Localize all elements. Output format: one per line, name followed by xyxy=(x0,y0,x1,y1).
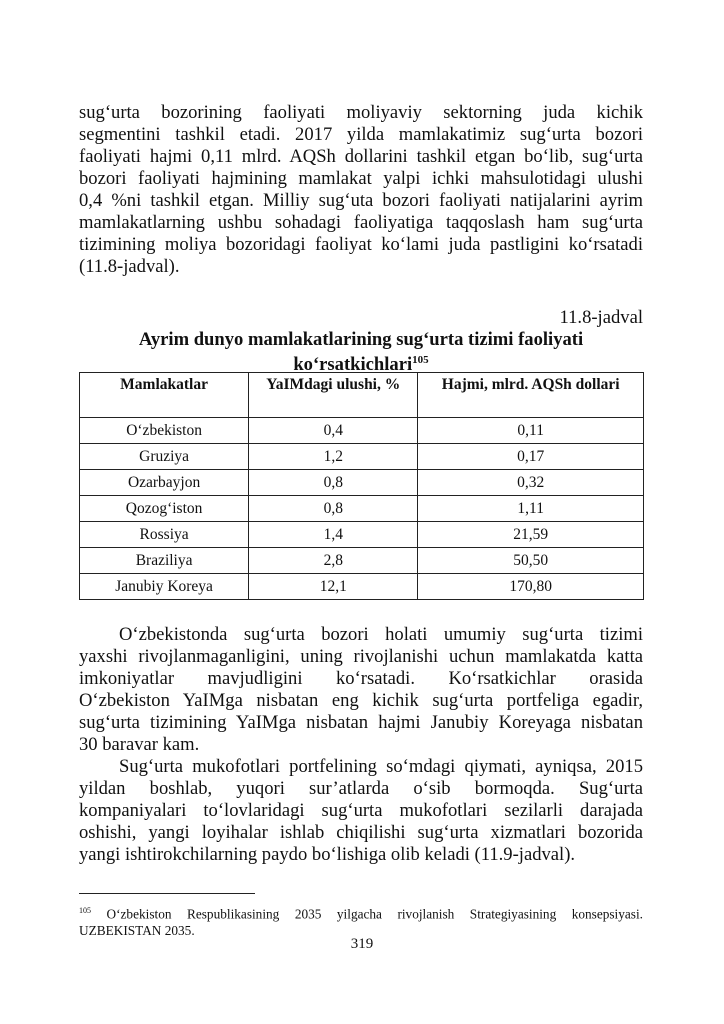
footnote-divider xyxy=(79,893,255,894)
gdp-share-cell: 1,4 xyxy=(249,522,418,548)
country-cell: Gruziya xyxy=(80,444,249,470)
table-caption: 11.8-jadval xyxy=(559,307,643,328)
table-row xyxy=(80,470,644,496)
page-number: 319 xyxy=(350,936,374,952)
text-line: kompaniyalari to‘lovlaridagi sug‘urta mukofotlari sezilarli darajada xyxy=(79,800,643,821)
volume-cell: 0,32 xyxy=(418,470,644,496)
text-line: sug‘urta tizimining YaIMga nisbatan hajmi Janubiy Koreyaga nisbatan xyxy=(79,712,643,733)
volume-cell: 0,11 xyxy=(418,418,644,444)
footnote-line-1 xyxy=(79,902,643,922)
country-cell: Qozog‘iston xyxy=(80,496,249,522)
country-cell: Rossiya xyxy=(80,522,249,548)
header-gdp-share: YaIMdagi ulushi, % xyxy=(249,373,418,418)
text-line: yildan boshlab, yuqori sur’atlarda o‘sib bormoqda. Sug‘urta xyxy=(79,778,643,799)
text-line: tizimining moliya bozoridagi faoliyat ko‘lami juda pastligini ko‘rsatadi xyxy=(79,234,643,255)
insurance-table xyxy=(79,372,644,600)
footnote-text: O‘zbekiston Respublikasining 2035 yilgacha rivojlanish Strategiyasining konsepsiyasi. xyxy=(106,906,643,922)
volume-cell: 170,80 xyxy=(418,574,644,600)
gdp-share-cell: 0,4 xyxy=(249,418,418,444)
table-header-row xyxy=(80,373,644,418)
volume-cell: 21,59 xyxy=(418,522,644,548)
gdp-share-cell: 12,1 xyxy=(249,574,418,600)
header-volume: Hajmi, mlrd. AQSh dollari xyxy=(418,373,644,418)
table-title xyxy=(79,329,643,375)
table-title-line-1: Ayrim dunyo mamlakatlarining sug‘urta tizimi faoliyati xyxy=(138,329,584,350)
header-countries: Mamlakatlar xyxy=(80,373,249,418)
gdp-share-cell: 0,8 xyxy=(249,496,418,522)
table-title-text: ko‘rsatkichlari xyxy=(293,354,413,376)
text-line: imkoniyatlar mavjudligini ko‘rsatadi. Ko‘rsatkichlar orasida xyxy=(79,668,643,689)
table-row xyxy=(80,522,644,548)
country-cell: Braziliya xyxy=(80,548,249,574)
table-row xyxy=(80,418,644,444)
text-line: yangi ishtirokchilarning paydo bo‘lishiga olib keladi (11.9-jadval). xyxy=(79,844,576,865)
volume-cell: 0,17 xyxy=(418,444,644,470)
gdp-share-cell: 1,2 xyxy=(249,444,418,470)
text-line: Sug‘urta mukofotlari portfelining so‘mdagi qiymati, ayniqsa, 2015 xyxy=(119,756,643,777)
table-row xyxy=(80,444,644,470)
text-line: 0,4 %ni tashkil etgan. Milliy sug‘uta bozori faoliyati natijalarini ayrim xyxy=(79,190,643,211)
text-line: yaxshi rivojlanmaganligini, uning rivojlanishi uchun mamlakatda katta xyxy=(79,646,643,667)
gdp-share-cell: 2,8 xyxy=(249,548,418,574)
paragraph-2 xyxy=(79,624,643,866)
text-line: 30 baravar kam. xyxy=(79,734,200,755)
table-row xyxy=(80,574,644,600)
footnote-ref: 105 xyxy=(412,354,429,366)
table-row xyxy=(80,548,644,574)
text-line: mamlakatlarning ushbu sohadagi faoliyatiga taqqoslash ham sug‘urta xyxy=(79,212,643,233)
gdp-share-cell: 0,8 xyxy=(249,470,418,496)
text-line: bozori faoliyati hajmining mamlakat yalpi ichki mahsulotidagi ulushi xyxy=(79,168,643,189)
table-row xyxy=(80,496,644,522)
footnote-line-2: UZBEKISTAN 2035. xyxy=(79,923,195,939)
volume-cell: 1,11 xyxy=(418,496,644,522)
country-cell: Janubiy Koreya xyxy=(80,574,249,600)
footnote-number: 105 xyxy=(79,906,91,915)
text-line: O‘zbekistonda sug‘urta bozori holati umumiy sug‘urta tizimi xyxy=(119,624,643,645)
paragraph-1 xyxy=(79,102,643,278)
text-line: sug‘urta bozorining faoliyati moliyaviy sektorning juda kichik xyxy=(79,102,643,123)
text-line: O‘zbekiston YaIMga nisbatan eng kichik sug‘urta portfeliga egadir, xyxy=(79,690,643,711)
country-cell: O‘zbekiston xyxy=(80,418,249,444)
text-line: oshishi, yangi loyihalar ishlab chiqilishi sug‘urta xizmatlari bozorida xyxy=(79,822,643,843)
country-cell: Ozarbayjon xyxy=(80,470,249,496)
volume-cell: 50,50 xyxy=(418,548,644,574)
text-line: segmentini tashkil etadi. 2017 yilda mamlakatimiz sug‘urta bozori xyxy=(79,124,643,145)
footnote xyxy=(79,902,643,939)
text-line: (11.8-jadval). xyxy=(79,256,180,277)
text-line: faoliyati hajmi 0,11 mlrd. AQSh dollarini tashkil etgan bo‘lib, sug‘urta xyxy=(79,146,643,167)
